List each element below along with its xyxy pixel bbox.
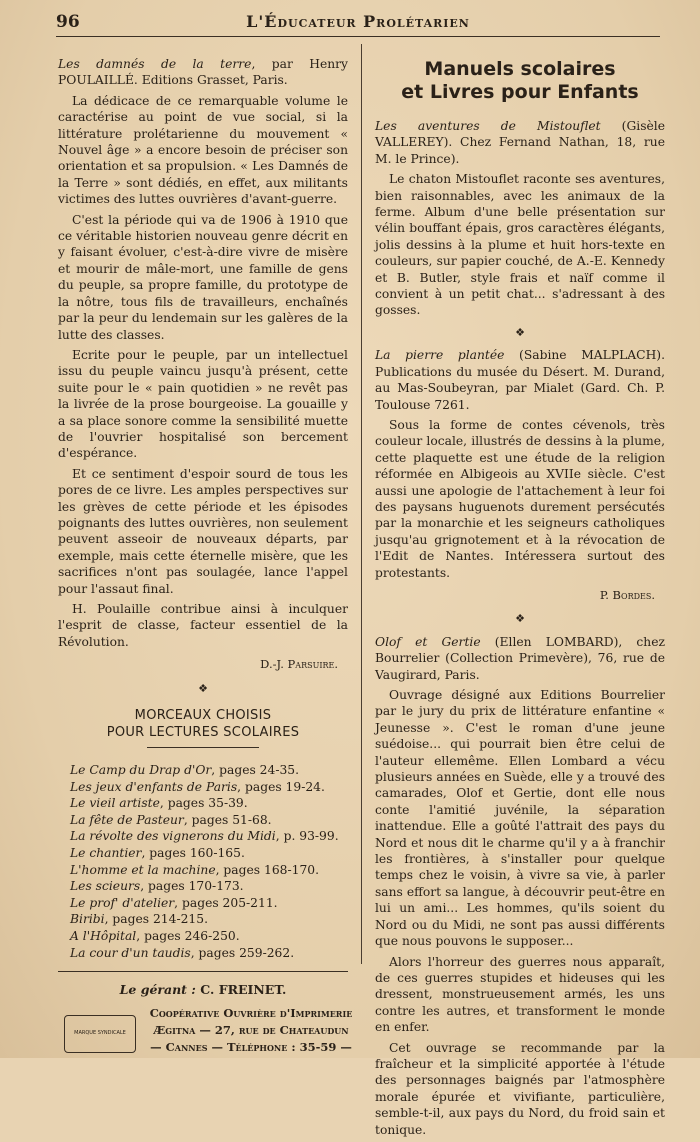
header-rule bbox=[56, 36, 660, 37]
list-item-pages: , pages 246-250. bbox=[136, 928, 240, 943]
paragraph: Ouvrage désigné aux Editions Bourrelier par le jury du prix de littérature enfantine « Jeunesse ». C'est le roman d'une jeune suédoise... qui pourrait bien être celui de l'auteur ellemême. Ellen Lombard a vécu plusieurs années en Suède, elle y a trouvé des camarades, Olof et Gertie, dont elle nous conte l'amitié juvénile, la séparation inattendue. Elle a goûté l'attrait des pays du Nord et nous dit le charme qu'il y a à franchir les frontières, à s'installer pour quelque temps chez le voisin, à vivre sa vie, à parler sans effort sa langue, à découvrir peut-être en lui un ami... Les hommes, qu'ils soient du Nord ou du Midi, ne sont pas aussi différents que nous pouvons le supposer... bbox=[375, 688, 665, 949]
list-item-pages: , pages 35-39. bbox=[159, 796, 248, 811]
list-item-pages: , pages 214-215. bbox=[104, 912, 208, 927]
separator-ornament-icon: ❖ bbox=[198, 681, 208, 695]
printer-line: — Cannes — Téléphone : 35-59 — bbox=[150, 1039, 352, 1054]
list-item-pages: , pages 259-262. bbox=[190, 945, 295, 960]
paragraph: H. Poulaille contribue ainsi à inculquer l'esprit de classe, facteur essentiel de la Révolution. bbox=[58, 602, 348, 649]
book-title: La pierre plantée bbox=[375, 348, 505, 363]
section-rule bbox=[147, 747, 259, 748]
list-item bbox=[70, 862, 348, 879]
book-title: Olof et Gertie bbox=[375, 634, 481, 649]
list-item-title: L'homme et la machine bbox=[70, 862, 216, 877]
paragraph: Cet ouvrage se recommande par la fraîcheur et la simplicité apportée à l'étude des personnages baignés par l'atmosphère morale épurée et vivifiante, particulière, semble-t-il, aux pays du Nord, du froid sain et tonique. bbox=[375, 1040, 665, 1137]
book-meta: (Gisèle VALLEREY). Chez Fernand Nathan, 18, rue M. le Prince). bbox=[375, 119, 666, 166]
list-item-title: Le prof' d'atelier bbox=[70, 895, 175, 910]
book-meta: (Sabine MALPLACH). Publications du musée du Désert. M. Durand, au Mas-Soubeyran, par Mialet (Gard. Ch. P. Toulouse 7261. bbox=[375, 348, 665, 412]
gerant-line bbox=[58, 982, 348, 998]
paragraph: La dédicace de ce remarquable volume le caractérise au point de vue social, si la littérature prolétarienne du mouvement « Nouvel âge » a encore besoin de préciser son orientation et sa propulsion. « Les Damnés de la Terre » sont dédiés, en effet, aux militants victimes des luttes ouvrières d'avant-guerre. bbox=[58, 93, 348, 207]
paragraph: Le chaton Mistouflet raconte ses aventures, bien raisonnables, avec les animaux de la ferme. Album d'une belle présentation sur vélin bouffant épais, gros caractères élégants, jolis dessins à la plume et huit hors-texte en couleurs, sur papier couché, de A.-E. Kennedy et B. Butler, style frais et naïf comme il convient à un petit chat... s'adressant à des gosses. bbox=[375, 172, 665, 318]
list-item-title: Les scieurs bbox=[70, 879, 141, 894]
printer-block bbox=[58, 1005, 353, 1065]
list-item bbox=[70, 945, 348, 962]
page-number: 96 bbox=[56, 12, 80, 32]
running-head bbox=[56, 8, 660, 38]
section-title-line: et Livres pour Enfants bbox=[401, 81, 639, 103]
paragraph: Ecrite pour le peuple, par un intellectuel issu du peuple vaincu jusqu'à présent, cette suite pour le « pain quotidien » ne revêt pas la livrée de la prose bourgeoise. La gouaille y a sa place sonore comme la sensibilité muette de l'ouvrier hospitalisé son bercement d'espérance. bbox=[58, 347, 348, 461]
list-item-title: Biribi bbox=[70, 912, 105, 927]
book-title: Les damnés de la terre bbox=[58, 57, 252, 71]
list-item-title: Le chantier bbox=[70, 846, 142, 860]
book-meta: (Ellen LOMBARD), chez Bourrelier (Collection Primevère), 76, rue de Vaugirard, Paris. bbox=[375, 634, 665, 682]
footer-rule bbox=[58, 971, 348, 972]
list-item-pages: , pages 170-173. bbox=[140, 879, 244, 894]
list-item-pages: , pages 205-211. bbox=[174, 895, 278, 910]
section-title-line: MORCEAUX CHOISIS bbox=[134, 708, 272, 724]
paragraph: C'est la période qui va de 1906 à 1910 que ce véritable historien nouveau genre décrit en y faisant évoluer, c'est-à-dire vivre de misère et mourir de mâle-mort, une famille de gens du peuple, sa propre famille, du prototype de la nôtre, tous fils de travailleurs, enchaînés par la peur du lendemain sur les galères de la lutte des classes. bbox=[58, 212, 348, 342]
list-item bbox=[70, 928, 348, 945]
gerant-label: Le gérant : bbox=[119, 982, 196, 998]
list-item bbox=[70, 895, 348, 912]
list-item-pages: , pages 51-68. bbox=[183, 812, 272, 827]
list-item-title: Le Camp du Drap d'Or bbox=[70, 763, 212, 778]
column-divider bbox=[361, 44, 362, 964]
printer-line: Coopérative Ouvrière d'Imprimerie bbox=[149, 1005, 353, 1020]
list-item bbox=[70, 779, 348, 796]
list-item bbox=[70, 812, 348, 829]
review-heading bbox=[58, 56, 348, 89]
reading-list bbox=[70, 762, 348, 961]
separator-ornament-icon: ❖ bbox=[515, 325, 525, 339]
list-item-title: Le vieil artiste bbox=[70, 796, 160, 811]
review-heading bbox=[375, 634, 665, 683]
left-column bbox=[58, 56, 353, 1065]
signature: P. Bordes. bbox=[599, 587, 655, 602]
list-item-title: Les jeux d'enfants de Paris bbox=[70, 779, 238, 794]
list-item bbox=[70, 795, 348, 812]
list-item-pages: , pages 168-170. bbox=[215, 862, 320, 877]
list-item bbox=[70, 762, 348, 779]
paragraph: Sous la forme de contes cévenols, très couleur locale, illustrés de dessins à la plume, cette plaquette est une étude de la religion réformée en Albigeois au XVIIe siècle. C'est aussi une apologie de l'attachement à leur foi des paysans huguenots durement persécutés par la monarchie et les seigneurs catholiques jusqu'au grignotement et à la révocation de l'Edit de Nantes. Intéressera surtout des protestants. bbox=[375, 417, 665, 580]
list-item bbox=[70, 911, 348, 928]
list-item-pages: , pages 19-24. bbox=[237, 779, 325, 794]
right-column bbox=[375, 58, 665, 1142]
list-item bbox=[70, 845, 348, 862]
book-meta: , par Henry POULAILLÉ. Editions Grasset, Paris. bbox=[58, 57, 348, 88]
union-label-logo-icon: MARQUE SYNDICALE bbox=[64, 1015, 136, 1053]
section-title bbox=[375, 58, 665, 104]
review-heading bbox=[375, 118, 665, 167]
journal-title: L'Éducateur Prolétarien bbox=[246, 12, 470, 31]
list-item-title: La fête de Pasteur bbox=[70, 812, 184, 827]
section-title-line: Manuels scolaires bbox=[424, 58, 616, 80]
signature: D.-J. Parsuire. bbox=[260, 657, 338, 672]
printer-line: Ægitna — 27, rue de Chateaudun bbox=[153, 1022, 349, 1037]
review-heading bbox=[375, 347, 665, 413]
separator-ornament-icon: ❖ bbox=[515, 612, 525, 626]
book-title: Les aventures de Mistouflet bbox=[375, 119, 601, 133]
list-item-title: La cour d'un taudis bbox=[70, 945, 191, 960]
section-title bbox=[58, 707, 348, 741]
list-item-title: A l'Hôpital bbox=[70, 928, 137, 943]
section-title-line: POUR LECTURES SCOLAIRES bbox=[106, 725, 300, 741]
printer-text bbox=[146, 1005, 356, 1056]
list-item bbox=[70, 878, 348, 895]
list-item bbox=[70, 828, 348, 845]
list-item-title: La révolte des vignerons du Midi bbox=[70, 829, 276, 844]
paragraph: Alors l'horreur des guerres nous apparaît, de ces guerres stupides et hideuses qui les dressent, monstrueusement armés, les uns contre les autres, et transforment le monde en enfer. bbox=[375, 954, 665, 1035]
list-item-pages: , p. 93-99. bbox=[275, 829, 339, 844]
list-item-pages: , pages 24-35. bbox=[211, 763, 300, 778]
paragraph: Et ce sentiment d'espoir sourd de tous les pores de ce livre. Les amples perspectives sur les grèves de cette période et les épisodes poignants des luttes ouvrières, non seulement peuvent asseoir de nouveaux départs, par exemple, mais cette éternelle misère, que les sacrifices n'ont pas soulagée, lance l'appel pour l'assaut final. bbox=[58, 466, 348, 596]
list-item-pages: , pages 160-165. bbox=[141, 846, 245, 860]
gerant-name: C. FREINET. bbox=[200, 982, 287, 998]
